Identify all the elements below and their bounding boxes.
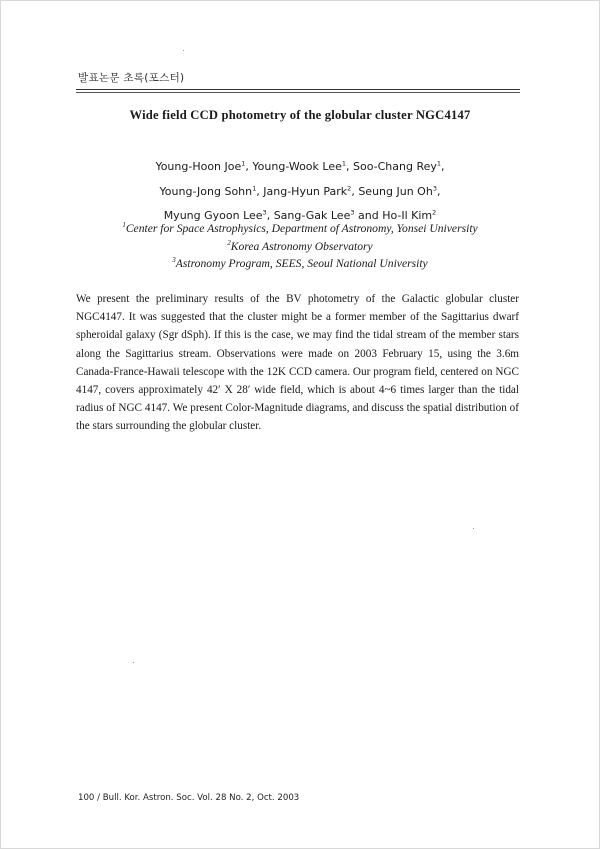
paper-title: Wide field CCD photometry of the globular cluster NGC4147 [129,108,471,122]
author-name: Myung Gyoon Lee [163,209,263,222]
author-affiliation-mark: 1 [252,183,257,192]
author-separator: , [256,184,264,198]
header-rule [76,89,520,90]
section-header: 발표논문 초록(포스터) [78,72,185,84]
abstract-text: We present the preliminary results of the BV photometry of the Galactic globular cluster NGC4147. It was suggested that the cluster might be a former member of the Sagittarius dwarf spheroidal galaxy (Sgr dSph). If this is the case, we may find the tidal stream of the member stars along the Sagittarius stream. Observations were made on 2003 February 15, using the 3.6m Canada-France-Hawaii telescope with the 12K CCD camera. Our program field, centered on NGC 4147, covers approximately 42′ X 28′ wide field, which is about 4~6 times larger than the tidal radius of NGC 4147. We present Color-Magnitude diagrams, and discuss the spatial distribution of the stars surrounding the globular cluster. [76,293,519,433]
affiliation-text: Astronomy Program, SEES, Seoul National University [175,257,428,270]
header-rule-thin [76,92,520,93]
author-name: Young-Jong Sohn [159,184,253,198]
author-affiliation-mark: 2 [347,183,352,192]
author-separator: and [354,209,383,222]
affiliation [76,238,524,256]
author-name: Ho-Il Kim [382,209,433,222]
author-separator: , [346,160,354,173]
author-affiliation-mark: 2 [432,208,437,217]
affiliation [76,255,524,273]
scan-speck [473,528,474,529]
author-list [76,155,524,229]
scan-speck [183,50,184,51]
author-separator: , [436,184,441,198]
scan-speck [133,662,134,663]
page-footer: 100 / Bull. Kor. Astron. Soc. Vol. 28 No. 2, Oct. 2003 [78,793,300,803]
author-line [160,185,441,198]
author-name: Sang-Gak Lee [273,209,351,222]
author-name: Jang-Hyun Park [263,184,348,198]
author-separator: , [441,160,445,173]
author-affiliation-mark: 3 [432,183,437,192]
affiliation-number: 2 [227,238,231,247]
author-affiliation-mark: 1 [436,159,442,168]
author-affiliation-mark: 1 [241,159,246,168]
author-affiliation-mark: 3 [350,208,355,217]
affiliation-text: Center for Space Astrophysics, Department of Astronomy, Yonsei University [125,222,478,235]
author-line [155,160,444,173]
author-separator: , [245,160,253,173]
author-affiliation-mark: 3 [262,208,267,217]
author-affiliation-mark: 1 [341,159,347,168]
author-name: Soo-Chang Rey [353,160,437,173]
affiliation [76,220,524,238]
author-name: Young-Wook Lee [252,160,342,173]
author-separator: , [266,209,274,222]
affiliation-list [76,220,524,273]
affiliation-text: Korea Astronomy Observatory [230,239,373,253]
affiliation-number: 1 [122,221,126,230]
author-separator: , [351,184,359,198]
affiliation-number: 3 [172,256,176,265]
author-name: Seung Jun Oh [358,184,433,198]
author-name: Young-Hoon Joe [155,160,242,173]
